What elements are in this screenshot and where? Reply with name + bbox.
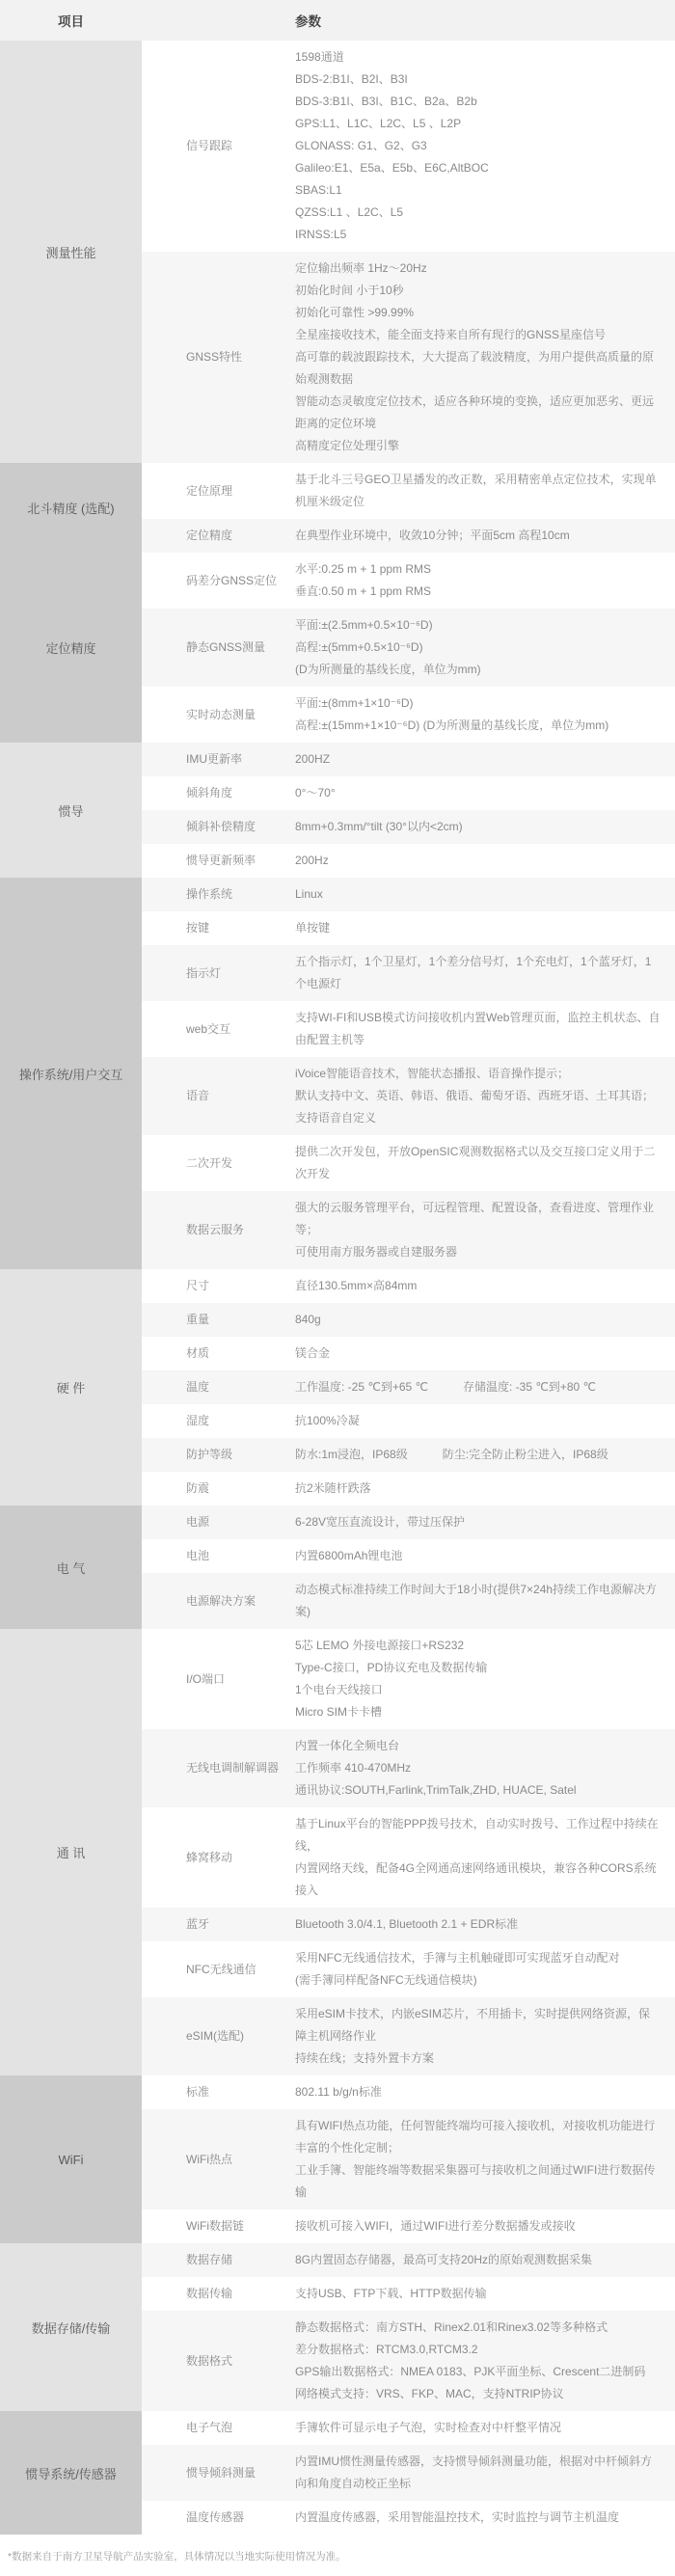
row-value-line: 全星座接收技术，能全面支持来自所有现行的GNSS星座信号 xyxy=(295,328,607,341)
row-value-line: 内置温度传感器，采用智能温控技术，实时监控与调节主机温度 xyxy=(295,2510,620,2524)
row-value-line: IRNSS:L5 xyxy=(295,228,347,241)
row-value xyxy=(295,1444,675,1466)
row-value-line: 五个指示灯，1个卫星灯，1个差分信号灯，1个充电灯，1个蓝牙灯，1个电源灯 xyxy=(295,955,652,990)
spec-section xyxy=(0,2075,675,2243)
row-value-line: 内置IMU惯性测量传感器，支持惯导倾斜测量功能，根据对中杆倾斜方向和角度自动校正坐标 xyxy=(295,2454,652,2490)
row-value-line: 高程:±(15mm+1×10⁻⁶D) (D为所测量的基线长度，单位为mm) xyxy=(295,719,609,732)
row-value xyxy=(295,1197,675,1263)
row-value-line: QZSS:L1 、L2C、L5 xyxy=(295,205,404,219)
row-value-line: 内置网络天线，配备4G全网通高速网络通讯模块，兼容各种CORS系统接入 xyxy=(295,1861,657,1897)
spec-row xyxy=(142,2501,675,2535)
row-label: 码差分GNSS定位 xyxy=(186,573,278,587)
category-label: 通 讯 xyxy=(56,1846,86,1860)
category-cell xyxy=(0,1505,142,1629)
spec-row xyxy=(142,41,675,252)
row-label: 标准 xyxy=(186,2085,210,2099)
row-value-line: 高程:±(5mm+0.5×10⁻⁶D) xyxy=(295,640,423,654)
spec-row xyxy=(142,1191,675,1269)
row-label: 无线电调制解调器 xyxy=(186,1761,280,1775)
row-value-line: 8G内置固态存储器，最高可支持20Hz的原始观测数据采集 xyxy=(295,2253,593,2266)
row-value-line: 具有WIFI热点功能，任何智能终端均可接入接收机，对接收机功能进行丰富的个性化定制； xyxy=(295,2119,656,2155)
row-value-line: 平面:±(2.5mm+0.5×10⁻⁶D) xyxy=(295,618,433,632)
row-label: 惯导更新频率 xyxy=(186,854,256,867)
spec-row xyxy=(142,2311,675,2411)
row-value-line: 高精度定位处理引擎 xyxy=(295,439,400,452)
spec-row xyxy=(142,945,675,1001)
spec-row xyxy=(142,743,675,776)
spec-section xyxy=(0,1505,675,1629)
row-label: IMU更新率 xyxy=(186,752,242,766)
row-value-line: BDS-2:B1I、B2I、B3I xyxy=(295,72,408,86)
category-cell xyxy=(0,743,142,878)
header-col-item: 项目 xyxy=(58,14,84,29)
row-label: 指示灯 xyxy=(186,965,222,980)
row-value-line: GPS输出数据格式：NMEA 0183、PJK平面坐标、Crescent二进制码 xyxy=(295,2365,646,2378)
row-value xyxy=(295,1410,675,1432)
row-label: 材质 xyxy=(186,1346,210,1360)
row-value-line: 可使用南方服务器或自建服务器 xyxy=(295,1245,458,1259)
row-value xyxy=(295,1063,675,1129)
row-value-line: 提供二次开发包，开放OpenSIC观测数据格式以及交互接口定义用于二次开发 xyxy=(295,1145,656,1180)
row-value xyxy=(295,1913,675,1936)
row-value xyxy=(295,1342,675,1365)
row-value xyxy=(295,883,675,906)
row-label: 信号跟踪 xyxy=(186,139,233,152)
row-label: 定位精度 xyxy=(186,529,233,542)
row-label: 按键 xyxy=(186,921,210,935)
row-value xyxy=(295,46,675,246)
spec-row xyxy=(142,1001,675,1057)
row-value-line: Linux xyxy=(295,887,323,901)
row-label: 蜂窝移动 xyxy=(186,1850,233,1864)
spec-row xyxy=(142,2109,675,2210)
row-value xyxy=(295,558,675,603)
category-label: 惯导 xyxy=(58,803,84,819)
row-label: 电源解决方案 xyxy=(186,1593,256,1608)
row-value-line: 840g xyxy=(295,1313,321,1326)
row-value-line: 1598通道 xyxy=(295,50,344,64)
row-value xyxy=(295,1478,675,1500)
spec-row xyxy=(142,810,675,844)
row-value xyxy=(295,1947,675,1992)
spec-row xyxy=(142,687,675,743)
category-rows xyxy=(142,2243,675,2411)
spec-row xyxy=(142,776,675,810)
spec-section xyxy=(0,1629,675,2075)
row-value xyxy=(295,2115,675,2204)
row-value xyxy=(295,2003,675,2070)
row-value-line: Micro SIM卡卡槽 xyxy=(295,1705,383,1719)
row-label: WiFi热点 xyxy=(186,2152,232,2166)
spec-row xyxy=(142,519,675,553)
row-value-line: 镁合金 xyxy=(295,1346,331,1360)
row-value-line: 0°～70° xyxy=(295,786,336,800)
row-value-line: 6-28V宽压直流设计，带过压保护 xyxy=(295,1515,466,1529)
spec-row xyxy=(142,553,675,609)
row-value-line: 内置6800mAh锂电池 xyxy=(295,1549,403,1562)
category-cell xyxy=(0,41,142,463)
category-rows xyxy=(142,1269,675,1505)
row-value-line: 基于Linux平台的智能PPP拨号技术，自动实时拨号、工作过程中持续在线， xyxy=(295,1817,659,1853)
row-value-line: GPS:L1、L1C、L2C、L5 、L2P xyxy=(295,117,462,130)
spec-section xyxy=(0,463,675,553)
row-label: 电池 xyxy=(186,1549,210,1562)
row-value-line: GLONASS: G1、G2、G3 xyxy=(295,139,427,152)
row-value-line: 接收机可接入WIFI，通过WIFI进行差分数据播发或接收 xyxy=(295,2219,576,2233)
category-label: 测量性能 xyxy=(45,245,96,260)
row-value xyxy=(295,1141,675,1185)
row-value-line: Bluetooth 3.0/4.1, Bluetooth 2.1 + EDR标准 xyxy=(295,1917,519,1931)
row-value xyxy=(295,1275,675,1297)
row-value-line: 平面:±(8mm+1×10⁻⁶D) xyxy=(295,696,414,710)
spec-row xyxy=(142,1908,675,1941)
row-label: NFC无线通信 xyxy=(186,1962,256,1976)
row-value-line: 手簿软件可显示电子气泡，实时检查对中杆整平情况 xyxy=(295,2421,562,2434)
spec-section xyxy=(0,553,675,743)
spec-row xyxy=(142,1269,675,1303)
row-value xyxy=(295,1007,675,1051)
row-value-line: 5芯 LEMO 外接电源接口+RS232 xyxy=(295,1639,465,1652)
row-value-line: 持续在线；支持外置卡方案 xyxy=(295,2051,435,2065)
row-value xyxy=(295,2451,675,2495)
spec-row xyxy=(142,1807,675,1908)
spec-section xyxy=(0,41,675,463)
row-value-line: 高可靠的载波跟踪技术，大大提高了载波精度，为用户提供高质量的原始观测数据 xyxy=(295,350,655,386)
category-cell xyxy=(0,2411,142,2535)
row-value-line: 水平:0.25 m + 1 ppm RMS xyxy=(295,562,432,576)
row-value xyxy=(295,1376,675,1398)
spec-row xyxy=(142,2243,675,2277)
row-label: 重量 xyxy=(186,1313,210,1326)
category-rows xyxy=(142,878,675,1269)
row-value-line: 8mm+0.3mm/°tilt (30°以内<2cm) xyxy=(295,820,463,833)
row-label: 操作系统 xyxy=(186,887,233,901)
row-label: 温度传感器 xyxy=(186,2510,245,2524)
row-label: WiFi数据链 xyxy=(186,2219,244,2233)
row-label: 电源 xyxy=(186,1515,210,1529)
spec-section xyxy=(0,743,675,878)
spec-row xyxy=(142,1729,675,1807)
spec-row xyxy=(142,1057,675,1135)
category-label: 定位精度 xyxy=(45,641,96,656)
category-cell xyxy=(0,463,142,553)
spec-section xyxy=(0,1269,675,1505)
row-value xyxy=(295,1309,675,1331)
row-value-line: 采用NFC无线通信技术，手簿与主机触碰即可实现蓝牙自动配对 xyxy=(295,1951,620,1965)
spec-row xyxy=(142,1472,675,1505)
row-value xyxy=(295,1511,675,1533)
row-value-line: 200Hz xyxy=(295,854,329,867)
spec-row xyxy=(142,463,675,519)
row-value xyxy=(295,1635,675,1723)
row-value xyxy=(295,614,675,681)
spec-row xyxy=(142,1941,675,1997)
row-value xyxy=(295,2081,675,2103)
row-value-line: 动态模式标准持续工作时间大于18小时(提供7×24h持续工作电源解决方案) xyxy=(295,1583,658,1618)
category-label: 电 气 xyxy=(56,1560,86,1576)
spec-section xyxy=(0,2411,675,2535)
row-value xyxy=(295,469,675,513)
row-value xyxy=(295,258,675,457)
footnote: *数据来自于南方卫星导航产品实验室，具体情况以当地实际使用情况为准。 xyxy=(0,2535,675,2576)
row-value-line: 直径130.5mm×高84mm xyxy=(295,1279,418,1292)
row-value-line: 内置一体化全频电台 xyxy=(295,1739,400,1752)
row-value-line: 工作温度: -25 ℃到+65 ℃ 存储温度: -35 ℃到+80 ℃ xyxy=(295,1380,596,1394)
category-label: 硬 件 xyxy=(56,1381,86,1396)
row-value-line: 静态数据格式：南方STH、Rinex2.01和Rinex3.02等多种格式 xyxy=(295,2320,608,2334)
row-label: 数据传输 xyxy=(186,2287,233,2300)
row-value-line: 在典型作业环境中，收敛10分钟；平面5cm 高程10cm xyxy=(295,529,570,542)
row-label: 尺寸 xyxy=(186,1279,210,1292)
row-label: 定位原理 xyxy=(186,483,233,498)
row-value-line: 初始化可靠性 >99.99% xyxy=(295,306,415,319)
row-value xyxy=(295,1545,675,1567)
category-rows xyxy=(142,553,675,743)
category-label: WiFi xyxy=(58,2152,84,2167)
category-label: 惯导系统/传感器 xyxy=(25,2466,117,2481)
row-value-line: 抗2米随杆跌落 xyxy=(295,1481,371,1495)
row-value-line: (需手簿同样配备NFC无线通信模块) xyxy=(295,1973,477,1987)
spec-row xyxy=(142,2411,675,2445)
row-value-line: 支持WI-FI和USB模式访问接收机内置Web管理页面，监控主机状态、自由配置主机等 xyxy=(295,1011,661,1046)
row-value-line: Galileo:E1、E5a、E5b、E6C,AltBOC xyxy=(295,161,489,175)
row-label: 实时动态测量 xyxy=(186,707,256,721)
spec-row xyxy=(142,1303,675,1337)
category-rows xyxy=(142,41,675,463)
row-value-line: Type-C接口，PD协议充电及数据传输 xyxy=(295,1661,488,1674)
spec-row xyxy=(142,1997,675,2075)
spec-row xyxy=(142,1404,675,1438)
row-value-line: 定位输出频率 1Hz～20Hz xyxy=(295,261,427,275)
category-rows xyxy=(142,743,675,878)
spec-row xyxy=(142,1337,675,1370)
row-value-line: SBAS:L1 xyxy=(295,183,342,197)
row-value xyxy=(295,2249,675,2271)
spec-row xyxy=(142,1573,675,1629)
row-label: 惯导倾斜测量 xyxy=(186,2465,256,2480)
category-rows xyxy=(142,2075,675,2243)
row-value-line: 支持USB、FTP下载、HTTP数据传输 xyxy=(295,2287,487,2300)
row-value xyxy=(295,525,675,547)
row-value-line: 基于北斗三号GEO卫星播发的改正数，采用精密单点定位技术，实现单机厘米级定位 xyxy=(295,473,657,508)
row-value-line: 通讯协议:SOUTH,Farlink,TrimTalk,ZHD, HUACE, Satel xyxy=(295,1783,577,1797)
row-label: 电子气泡 xyxy=(186,2421,233,2434)
row-label: web交互 xyxy=(186,1021,231,1036)
spec-row xyxy=(142,1370,675,1404)
spec-table-body xyxy=(0,41,675,2535)
row-value xyxy=(295,692,675,737)
spec-row xyxy=(142,2075,675,2109)
spec-row xyxy=(142,1438,675,1472)
row-label: 湿度 xyxy=(186,1414,210,1427)
spec-section xyxy=(0,2243,675,2411)
spec-row xyxy=(142,2210,675,2243)
row-value-line: 垂直:0.50 m + 1 ppm RMS xyxy=(295,584,432,598)
category-label: 数据存储/传输 xyxy=(31,2320,111,2336)
row-label: 防护等级 xyxy=(186,1448,233,1461)
row-value xyxy=(295,2215,675,2237)
row-value-line: 工作频率 410-470MHz xyxy=(295,1761,412,1775)
row-value-line: 抗100%冷凝 xyxy=(295,1414,360,1427)
spec-row xyxy=(142,252,675,463)
row-label: 二次开发 xyxy=(186,1155,233,1170)
category-cell xyxy=(0,1269,142,1505)
row-value-line: 初始化时间 小于10秒 xyxy=(295,284,404,297)
row-value-line: 网络模式支持：VRS、FKP、MAC，支持NTRIP协议 xyxy=(295,2387,564,2400)
category-cell xyxy=(0,1629,142,2075)
row-value-line: 默认支持中文、英语、韩语、俄语、葡萄牙语、西班牙语、土耳其语；支持语音自定义 xyxy=(295,1089,655,1125)
spec-row xyxy=(142,1505,675,1539)
row-label: 温度 xyxy=(186,1380,210,1394)
spec-section xyxy=(0,878,675,1269)
category-rows xyxy=(142,463,675,553)
row-value-line: 强大的云服务管理平台，可远程管理、配置设备，查看进度、管理作业等； xyxy=(295,1201,655,1236)
row-value-line: 单按键 xyxy=(295,921,331,935)
category-label: 北斗精度 (选配) xyxy=(27,502,115,516)
spec-row xyxy=(142,878,675,911)
row-value-line: 智能动态灵敏度定位技术，适应各种环境的变换，适应更加恶劣、更远距离的定位环境 xyxy=(295,394,655,430)
row-value xyxy=(295,2283,675,2305)
row-label: 防震 xyxy=(186,1481,210,1495)
row-value xyxy=(295,816,675,838)
row-value xyxy=(295,951,675,995)
spec-row xyxy=(142,2445,675,2501)
row-value-line: 200HZ xyxy=(295,752,331,766)
row-label: 静态GNSS测量 xyxy=(186,640,266,654)
row-value xyxy=(295,1735,675,1802)
row-value-line: 工业手簿、智能终端等数据采集器可与接收机之间通过WIFI进行数据传输 xyxy=(295,2163,656,2199)
row-value-line: 防水:1m浸泡，IP68级 防尘:完全防止粉尘进入，IP68级 xyxy=(295,1448,608,1461)
row-label: eSIM(选配) xyxy=(186,2029,245,2043)
row-label: GNSS特性 xyxy=(186,350,243,364)
spec-row xyxy=(142,609,675,687)
spec-row xyxy=(142,844,675,878)
row-value xyxy=(295,748,675,771)
spec-row xyxy=(142,911,675,945)
category-rows xyxy=(142,1629,675,2075)
category-cell xyxy=(0,878,142,1269)
row-label: 倾斜角度 xyxy=(186,786,233,800)
category-label: 操作系统/用户交互 xyxy=(18,1067,123,1082)
spec-row xyxy=(142,1629,675,1729)
row-value xyxy=(295,782,675,804)
row-label: 语音 xyxy=(186,1089,210,1102)
header-col-param: 参数 xyxy=(295,14,321,29)
row-label: 数据格式 xyxy=(186,2353,233,2368)
row-label: 蓝牙 xyxy=(186,1917,210,1931)
row-value xyxy=(295,850,675,872)
table-header xyxy=(0,0,675,41)
row-value-line: BDS-3:B1I、B3I、B1C、B2a、B2b xyxy=(295,95,477,108)
row-value xyxy=(295,2417,675,2439)
category-rows xyxy=(142,1505,675,1629)
spec-row xyxy=(142,2277,675,2311)
row-value-line: 802.11 b/g/n标准 xyxy=(295,2085,382,2099)
row-value xyxy=(295,2507,675,2529)
row-value xyxy=(295,2317,675,2405)
row-label: I/O端口 xyxy=(186,1671,226,1686)
row-value xyxy=(295,1579,675,1623)
row-value-line: 1个电台天线接口 xyxy=(295,1683,383,1696)
row-label: 数据存储 xyxy=(186,2253,233,2266)
category-rows xyxy=(142,2411,675,2535)
row-value-line: 采用eSIM卡技术，内嵌eSIM芯片，不用插卡，实时提供网络资源，保障主机网络作业 xyxy=(295,2007,651,2043)
category-cell xyxy=(0,2243,142,2411)
spec-row xyxy=(142,1539,675,1573)
row-value-line: iVoice智能语音技术，智能状态播报、语音操作提示； xyxy=(295,1067,570,1080)
spec-row xyxy=(142,1135,675,1191)
row-label: 倾斜补偿精度 xyxy=(186,820,256,833)
row-value-line: (D为所测量的基线长度，单位为mm) xyxy=(295,663,481,676)
category-cell xyxy=(0,553,142,743)
row-label: 数据云服务 xyxy=(186,1223,245,1236)
row-value xyxy=(295,917,675,939)
row-value xyxy=(295,1813,675,1902)
category-cell xyxy=(0,2075,142,2243)
row-value-line: 差分数据格式：RTCM3.0,RTCM3.2 xyxy=(295,2343,478,2356)
